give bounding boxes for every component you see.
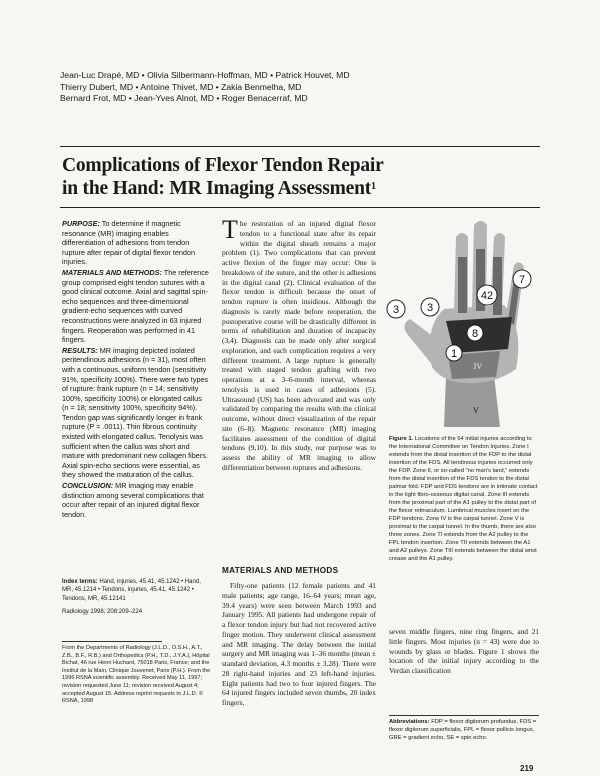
author-list [60, 70, 480, 105]
intro-text: he restoration of an injured digital flexor tendon to a functional state after its repair within the digital sheath remains a major problem (1). Two complications that can prevent active flexion of the finger may occur: One is breakdown of the suture, and the other is adhesions in the digital canal (2). Clinical evaluation of the flexor tendon is difficult because the onset of tendon rupture is often insidious. Although the diagnosis is rarely made before reoperation, the postoperative course will be drastically different in terms of rehabilitation and duration of incapacity (3,4). Diagnosis can be made only after surgical exploration, and each complication requires a very different treatment. A large rupture is generally treated with staged tendon grafting with two operations at a 3–6-month interval, whereas tenolysis is used in cases of adhesions (5). Ultrasound (US) has been advocated and was only validated by comparing the results with the clinical outcome, without direct visualization of the repair site (6–8). Magnetic resonance (MR) imaging facilitates assessment of the condition of digital tendons (9,10). In this study, our purpose was to assess the ability of MR imaging to allow differentiation between ruptures and adhesions. [222, 219, 376, 472]
footnote-rule [62, 641, 162, 642]
abstract-purpose [62, 219, 210, 267]
author-line: Bernard Frot, MD • Jean-Yves Alnot, MD • Roger Benacerraf, MD [60, 93, 308, 103]
title-line [62, 177, 522, 200]
zone-label: 8 [471, 328, 479, 340]
section-heading-methods: MATERIALS AND METHODS [222, 566, 339, 575]
zone-label: V [473, 406, 479, 415]
caption-text: Locations of the 64 initial injuries according to the International Committee on Tendon Injuries. Zone I extends from the distal insertion of the FDP to the distal insertion of the FDS. All tendinous injuries occurred only the FDP. Zone II, or so-called "no man's land," extends from the distal insertion of the FDS tendon to the distal palmar fold. FDP and FDS tendons are in intimate contact in the tight fibro-osseous digital canal. Zone III extends from the proximal part of the A1 pulley to the distal part of the flexor retinaculum. Lumbrical muscles insert on the FDP tendons. Zone IV is the carpal tunnel. Zone V is proximal to the carpal tunnel. In the thumb, there are also three zones. Zone TI extends from the A2 pulley to the FPL tendon insertion. Zone TII extends between the A1 and A2 pulleys. Zone TIII extends between the distal wrist crease and the A1 pulley. [389, 436, 538, 562]
abstract-text: MR imaging depicted isolated peritendinous adhesions (n = 31), most often with a continuous, uniform tendon (sensitivity 91%, specificity 100%). There were two types of rupture: frank rupture (n = 14; sensitivity 100%, specificity 100%) or elongated callus (n = 18; sensitivity 100%, specificity 94%). Tendon gap was significantly longer in frank rupture (P = .0011). Thin fibrous continuity existed with elongated callus. Tenolysis was sufficient when the callus was short and mature with predominant new collagen fibers. Axial spin-echo sections were essential, as they showed the maturation of the callus. [62, 345, 209, 480]
abstract-text: MR imaging may enable distinction among several complications that occur after repair of an injured digital flexor tendon. [62, 481, 204, 519]
index-terms-text: Hand, injuries, 45.41, 45.1242 • Hand, MR, 45.1214 • Tendons, injuries, 45.41, 45.1242 • Tendons, MR, 45.12141 [62, 579, 201, 602]
caption-label: Figure 1. [389, 436, 414, 442]
abstract-results [62, 346, 210, 480]
abstract-methods [62, 268, 210, 345]
abbreviations-text: FDP = flexor digitorum profundus, FDS = flexor digitorum superficialis, FPL = flexor pollicis longus, GRE = gradient echo, SE = spin echo. [389, 719, 537, 741]
drop-cap: T [222, 215, 238, 244]
title-line-text: in the Hand: MR Imaging Assessment [62, 178, 372, 199]
index-terms [62, 578, 210, 622]
sheath-zone [493, 257, 502, 315]
zone-label: 42 [480, 290, 494, 302]
abstract [62, 219, 210, 520]
abstract-label: MATERIALS AND METHODS: [62, 267, 162, 277]
author-line: Thierry Dubert, MD • Antoine Thivet, MD • Zakia Benmelha, MD [60, 81, 302, 92]
zone-label: IV [473, 362, 483, 371]
methods-text [222, 581, 376, 708]
title-line: Complications of Flexor Tendon Repair [62, 155, 384, 176]
zone-label: 3 [426, 302, 434, 314]
author-line: Jean-Luc Drapé, MD • Olivia Silbermann-Hoffman, MD • Patrick Houvet, MD [60, 70, 350, 80]
article-title [62, 154, 522, 200]
sheath-zone [458, 257, 467, 313]
title-rule-top [60, 146, 540, 147]
index-terms-label: Index terms: [62, 579, 98, 585]
zone-label: 3 [392, 304, 400, 316]
affiliation-footnote: From the Departments of Radiology (J.L.D., O.S.H., A.T., Z.B., B.F., R.B.) and Orthopedics (P.H., T.D., J.Y.A.), Hôpital Bichat, 46 rue Henri Huchard, 75018 Paris, France; and the Institut de la Main, Clinique Jouvenet, Paris (P.H.). From the 1996 RSNA scientific assembly. Received May 11, 1997; revision requested June 11; revision received August 4; accepted August 15. Address reprint requests to J.L.D. © RSNA, 1998 [62, 645, 211, 705]
abstract-conclusion [62, 481, 210, 519]
introduction [222, 215, 376, 473]
figure-caption [389, 435, 539, 563]
abbreviations [389, 718, 539, 742]
citation: Radiology 1998; 208:209–224 [62, 609, 143, 616]
abstract-text: The reference group comprised eight tendon sutures with a good clinical outcome. Axial and sagittal spin-echo sequences and three-dimensional gradient-echo sequences with curved reconstructions were analyzed in 63 injured fingers. Reoperation was performed in 41 fingers. [62, 267, 209, 345]
abstract-label: PURPOSE: [62, 219, 100, 228]
title-footnote-mark: 1 [371, 181, 376, 192]
abstract-text: To determine if magnetic resonance (MR) imaging enables differentiation of adhesions from tendon rupture after repair of digital flexor tendon injuries. [62, 219, 195, 267]
methods-continued: seven middle fingers, nine ring fingers, and 21 little fingers. Most injuries (n = 43) were due to wounds by glass or blades. Figure 1 shows the location of the initial injury according to the Verdan classification [389, 627, 539, 675]
abbreviations-label: Abbreviations: [389, 719, 430, 725]
methods-paragraph: Fifty-one patients (12 female patients and 41 male patients; age range, 16–64 years; mean age, 39.4 years) were seen between March 1993 and January 1995. All patients had undergone repair of a flexor tendon injury but had not recovered active finger motion. They underwent clinical assessment and MR imaging. The delay between the initial surgery and MR imaging was 1–36 months (mean ± standard deviation, 4.3 months ± 3.28). There were 28 right-hand injuries and 23 left-hand injuries. Eight patients had two to four injured fingers. The 64 injured fingers included seven thumbs, 20 index fingers, [222, 581, 376, 707]
abstract-label: CONCLUSION: [62, 481, 114, 491]
page-number: 219 [520, 764, 534, 773]
abstract-label: RESULTS: [62, 345, 98, 355]
abbreviations-rule [389, 715, 539, 716]
zone-label: 7 [518, 274, 526, 286]
title-rule-bottom [60, 207, 540, 208]
hand-zone-figure [384, 217, 540, 427]
zone-label: 1 [450, 348, 458, 360]
